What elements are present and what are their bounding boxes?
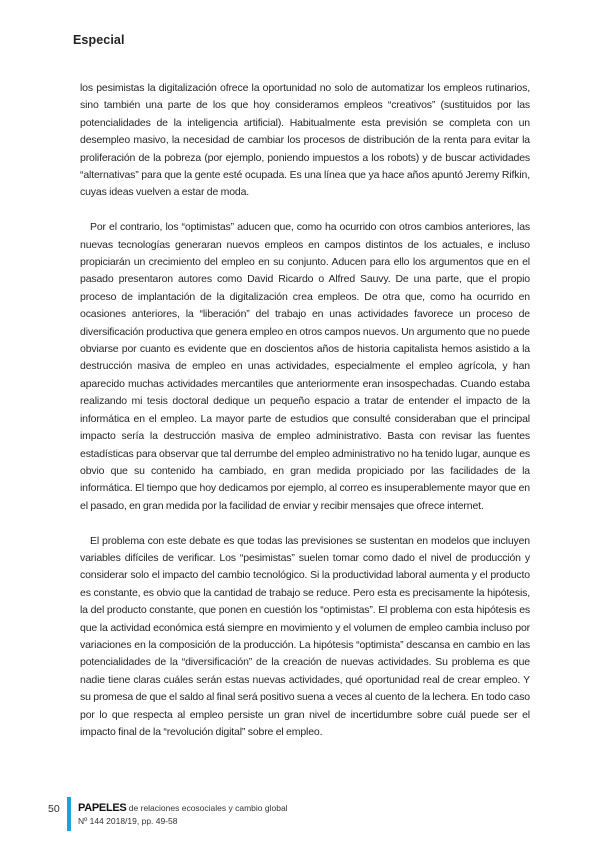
footer-accent-bar <box>67 797 71 831</box>
journal-brand: PAPELES <box>78 802 127 814</box>
page-number: 50 <box>48 803 60 815</box>
article-body <box>80 80 530 741</box>
issue-info: Nº 144 2018/19, pp. 49-58 <box>78 816 178 826</box>
paragraph-2: Por el contrario, los “optimistas” aducen que, como ha ocurrido con otros cambios anteriores, las nuevas tecnologías generaran nuevos empleos en campos distintos de los actuales, e incluso propiciarán un crecimiento del empleo en su conjunto. Aducen para ello los argumentos que en el pasado presentaron autores como David Ricardo o Alfred Sauvy. De una parte, que el propio proceso de implantación de la digitalización crea empleos. De otra que, como ha ocurrido en ocasiones anteriores, la “liberación” del trabajo en unas actividades favorece un proceso de diversificación productiva que genera empleo en otros campos nuevos. Un argumento que no puede obviarse por cuanto es evidente que en doscientos años de historia capitalista hemos asistido a la destrucción masiva de empleo en unas actividades, especialmente el empleo agrícola, y han aparecido muchas actividades mercantiles que anteriormente eran insospechadas. Cuando estaba realizando mi tesis doctoral dedique un pequeño espacio a tratar de entender el impacto de la informática en el empleo. La mayor parte de estudios que consulté consideraban que el principal impacto sería la destrucción masiva de empleo administrativo. Basta con revisar las fuentes estadísticas para observar que tal derrumbe del empleo administrativo no ha tenido lugar, aunque es obvio que su contenido ha cambiado, en gran medida propiciado por las facilidades de la informática. El tiempo que hoy dedicamos por ejemplo, al correo es insuperablemente mayor que en el pasado, en gran medida por la facilidad de enviar y recibir mensajes que ofrece internet. <box>80 221 530 512</box>
journal-subtitle: de relaciones ecosociales y cambio global <box>126 803 288 813</box>
page-footer <box>0 792 600 832</box>
section-title: Especial <box>73 33 125 47</box>
paragraph-1: los pesimistas la digitalización ofrece la oportunidad no solo de automatizar los empleos rutinarios, sino también una parte de los que hoy consideramos empleos “creativos” (sustituidos por las potencialidades de la inteligencia artificial). Habitualmente esta previsión se completa con un desempleo masivo, la necesidad de cambiar los procesos de distribución de la renta para evitar la proliferación de la pobreza (por ejemplo, poniendo impuestos a los robots) y de buscar actividades “alternativas” para que la gente esté ocupada. Es una línea que ya hace años apuntó Jeremy Rifkin, cuyas ideas vuelven a estar de moda. <box>80 82 530 199</box>
paragraph-3: El problema con este debate es que todas las previsiones se sustentan en modelos que incluyen variables difíciles de verificar. Los “pesimistas” suelen tomar como dado el nivel de producción y considerar solo el impacto del cambio tecnológico. Si la productividad laboral aumenta y el producto es constante, es obvio que la cantidad de trabajo se reduce. Pero esta es precisamente la hipótesis, la del producto constante, que ponen en cuestión los “optimistas”. El problema con esta hipótesis es que la actividad económica está siempre en movimiento y el volumen de empleo cambia incluso por variaciones en la composición de la producción. La hipótesis “optimista” descansa en cambio en las potencialidades de la “diversificación” de la creación de nuevas actividades. Su problema es que nadie tiene claras cuáles serán estas nuevas actividades, qué oportunidad real de crear empleo. Y su promesa de que el saldo al final será positivo suena a veces al cuento de la lechera. En todo caso por lo que respecta al empleo persiste un gran nivel de incertidumbre sobre cuál puede ser el impacto final de la “revolución digital” sobre el empleo. <box>80 534 530 738</box>
journal-title <box>78 802 288 814</box>
